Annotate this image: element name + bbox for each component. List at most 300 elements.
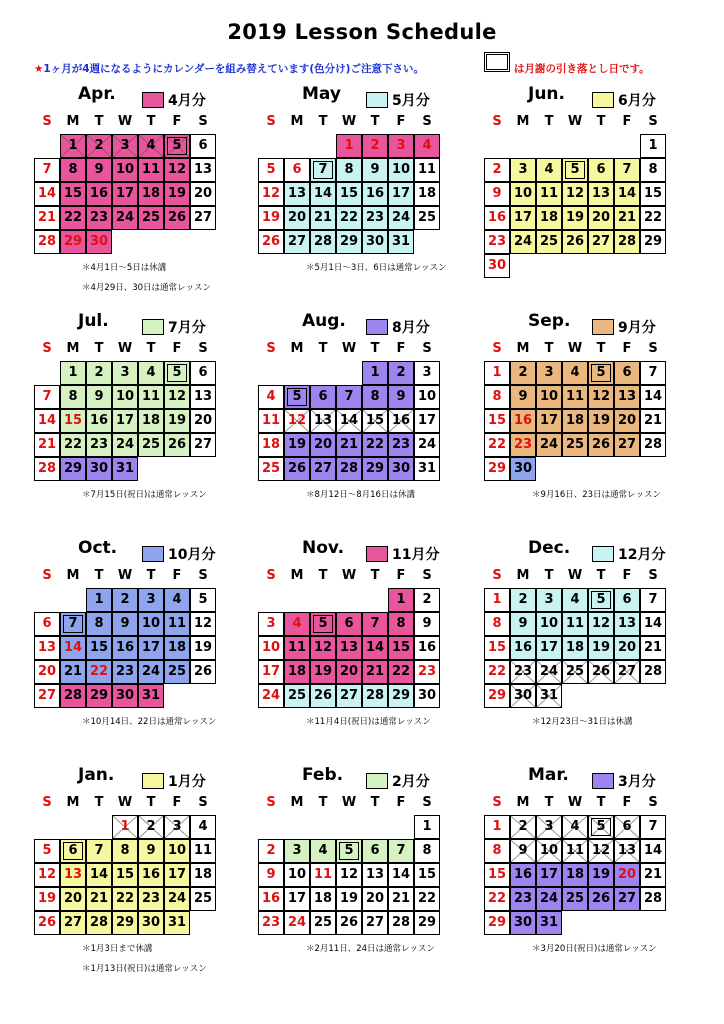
day-cell: 27 [614,433,640,457]
day-cell: 8 [388,612,414,636]
day-cell: 9 [388,385,414,409]
day-cell: 20 [614,863,640,887]
day-cell: 7 [362,612,388,636]
weekday-header: S [42,568,52,583]
weekday-header: M [290,114,304,129]
day-cell: 21 [34,206,60,230]
day-cell: 4 [310,839,336,863]
day-cell: 20 [284,206,310,230]
payment-day-cell: 5 [336,839,362,863]
day-cell: 6 [190,361,216,385]
day-cell: 2 [414,588,440,612]
day-cell: 4 [414,134,440,158]
weekday-header: S [198,341,208,356]
day-cell: 31 [112,457,138,481]
weekday-header: W [567,795,583,810]
day-cell: 10 [112,385,138,409]
weekday-header: W [567,568,583,583]
day-cell: 27 [336,684,362,708]
payment-day-cell: 5 [588,588,614,612]
month-name: Feb. [302,765,344,785]
day-cell: 11 [164,612,190,636]
day-cell: 21 [86,887,112,911]
weekday-header: S [422,114,432,129]
day-cell: 26 [258,230,284,254]
payment-day-legend-text: は月謝の引き落とし日です。 [514,63,650,75]
day-cell: 3 [164,815,190,839]
day-cell: 19 [588,636,614,660]
weekday-header: F [622,341,632,356]
weekday-header: S [42,114,52,129]
day-cell: 13 [336,636,362,660]
day-cell: 8 [60,385,86,409]
billing-color-swatch [592,773,614,789]
day-cell: 24 [536,660,562,684]
day-cell: 3 [284,839,310,863]
day-cell: 9 [510,839,536,863]
month-name: Sep. [528,311,571,331]
payment-day-cell: 5 [164,134,190,158]
billing-color-swatch [142,773,164,789]
weekday-header: S [492,114,502,129]
weekday-header: T [544,795,554,810]
day-cell: 26 [284,457,310,481]
day-cell: 17 [536,636,562,660]
weekday-header: M [290,341,304,356]
day-cell: 3 [258,612,284,636]
day-cell: 10 [138,612,164,636]
weekday-header: S [492,341,502,356]
day-cell: 19 [164,409,190,433]
day-cell: 17 [138,636,164,660]
weekday-header: T [146,568,156,583]
day-cell: 2 [388,361,414,385]
month-note: ＊2月11日、24日は通常レッスン [306,944,435,954]
day-cell: 19 [562,206,588,230]
billing-label: 8月分 [392,320,430,336]
day-cell: 29 [86,684,112,708]
day-cell: 23 [388,433,414,457]
day-cell: 11 [562,385,588,409]
day-cell: 29 [60,230,86,254]
day-cell: 19 [588,863,614,887]
billing-color-swatch [366,773,388,789]
day-cell: 1 [336,134,362,158]
day-cell: 22 [388,660,414,684]
day-cell: 12 [164,158,190,182]
weekday-header: S [422,568,432,583]
day-cell: 23 [510,433,536,457]
day-cell: 24 [258,684,284,708]
day-cell: 25 [138,206,164,230]
day-cell: 23 [484,230,510,254]
day-cell: 20 [614,409,640,433]
day-cell: 18 [414,182,440,206]
day-cell: 5 [190,588,216,612]
day-cell: 1 [112,815,138,839]
day-cell: 23 [362,206,388,230]
day-cell: 10 [414,385,440,409]
day-cell: 18 [258,433,284,457]
payment-day-cell: 5 [164,361,190,385]
payment-day-cell: 5 [588,815,614,839]
weekday-header: M [290,568,304,583]
month-feb [258,765,448,959]
day-cell: 17 [164,863,190,887]
weekday-header: T [146,795,156,810]
weekday-header: T [94,568,104,583]
weekday-header: F [172,341,182,356]
day-cell: 1 [60,134,86,158]
day-cell: 18 [562,863,588,887]
day-cell: 28 [640,433,666,457]
day-cell: 30 [510,911,536,935]
day-cell: 2 [484,158,510,182]
day-cell: 21 [34,433,60,457]
day-cell: 30 [510,684,536,708]
day-cell: 15 [484,409,510,433]
day-cell: 18 [562,636,588,660]
day-cell: 17 [112,182,138,206]
day-cell: 30 [86,230,112,254]
day-cell: 10 [536,612,562,636]
weekday-header: M [516,114,530,129]
month-note: ＊8月12日～8月16日は休講 [306,490,415,500]
weekday-header: W [117,795,133,810]
day-cell: 21 [310,206,336,230]
day-cell: 5 [258,158,284,182]
payment-day-cell: 7 [60,612,86,636]
day-cell: 13 [310,409,336,433]
month-note: ＊12月23日～31日は休講 [532,717,633,727]
day-cell: 23 [86,433,112,457]
day-cell: 2 [86,361,112,385]
day-cell: 16 [388,409,414,433]
day-cell: 25 [310,911,336,935]
day-cell: 1 [86,588,112,612]
day-cell: 30 [484,254,510,278]
month-note: ＊7月15日(祝日)は通常レッスン [82,490,207,500]
day-cell: 6 [336,612,362,636]
day-cell: 23 [112,660,138,684]
day-cell: 30 [86,457,112,481]
day-cell: 22 [60,433,86,457]
day-cell: 15 [112,863,138,887]
day-cell: 7 [640,588,666,612]
weekday-header: S [42,795,52,810]
day-cell: 28 [60,684,86,708]
day-cell: 16 [362,182,388,206]
day-cell: 16 [510,409,536,433]
weekday-header: W [117,114,133,129]
weekday-header: F [622,795,632,810]
day-cell: 31 [388,230,414,254]
day-cell: 24 [138,660,164,684]
day-cell: 22 [414,887,440,911]
day-cell: 24 [112,206,138,230]
payment-day-cell: 7 [310,158,336,182]
day-cell: 2 [112,588,138,612]
month-note: ＊4月1日～5日は休講 [82,263,167,273]
day-cell: 16 [414,636,440,660]
day-cell: 19 [164,182,190,206]
weekday-header: S [648,568,658,583]
day-cell: 14 [310,182,336,206]
weekday-header: M [66,114,80,129]
day-cell: 8 [484,612,510,636]
day-cell: 1 [362,361,388,385]
day-cell: 22 [484,887,510,911]
day-cell: 4 [138,361,164,385]
month-note: ＊4月29日、30日は通常レッスン [82,283,211,293]
weekday-header: W [341,114,357,129]
day-cell: 20 [190,409,216,433]
weekday-header: W [341,568,357,583]
weekday-header: T [94,341,104,356]
day-cell: 7 [614,158,640,182]
billing-color-swatch [366,319,388,335]
day-cell: 10 [536,385,562,409]
month-name: Oct. [78,538,118,558]
day-cell: 2 [510,588,536,612]
day-cell: 23 [86,206,112,230]
day-cell: 20 [34,660,60,684]
month-sep [484,311,674,505]
day-cell: 7 [34,385,60,409]
weekday-header: M [66,341,80,356]
day-cell: 15 [86,636,112,660]
day-cell: 12 [310,636,336,660]
day-cell: 19 [34,887,60,911]
month-mar [484,765,674,959]
day-cell: 1 [484,815,510,839]
day-cell: 14 [388,863,414,887]
day-cell: 24 [284,911,310,935]
day-cell: 2 [510,815,536,839]
day-cell: 10 [388,158,414,182]
weekday-header: F [172,795,182,810]
weekday-header: T [370,568,380,583]
day-cell: 17 [414,409,440,433]
day-cell: 22 [336,206,362,230]
weekday-header: W [341,341,357,356]
day-cell: 26 [562,230,588,254]
day-cell: 14 [362,636,388,660]
weekday-header: S [198,568,208,583]
day-cell: 16 [484,206,510,230]
weekday-header: T [544,114,554,129]
day-cell: 18 [164,636,190,660]
day-cell: 23 [258,911,284,935]
weekday-header: T [318,795,328,810]
month-jun [484,84,674,282]
weekday-header: T [596,114,606,129]
day-cell: 8 [362,385,388,409]
payment-day-cell: 5 [588,361,614,385]
day-cell: 2 [258,839,284,863]
day-cell: 20 [310,433,336,457]
weekday-header: S [648,341,658,356]
weekday-header: T [544,568,554,583]
weekday-header: S [42,341,52,356]
day-cell: 12 [588,385,614,409]
day-cell: 10 [284,863,310,887]
day-cell: 29 [112,911,138,935]
day-cell: 13 [190,385,216,409]
month-note: ＊10月14日、22日は通常レッスン [82,717,217,727]
day-cell: 4 [190,815,216,839]
month-name: Nov. [302,538,345,558]
day-cell: 20 [588,206,614,230]
day-cell: 12 [588,612,614,636]
weekday-header: T [596,341,606,356]
day-cell: 14 [86,863,112,887]
day-cell: 21 [640,636,666,660]
day-cell: 29 [414,911,440,935]
day-cell: 27 [310,457,336,481]
day-cell: 18 [138,409,164,433]
day-cell: 16 [510,636,536,660]
month-may [258,84,448,278]
day-cell: 6 [588,158,614,182]
day-cell: 7 [86,839,112,863]
day-cell: 3 [536,361,562,385]
day-cell: 23 [510,660,536,684]
day-cell: 31 [138,684,164,708]
day-cell: 28 [388,911,414,935]
month-name: Jan. [78,765,115,785]
day-cell: 26 [336,911,362,935]
day-cell: 24 [536,887,562,911]
day-cell: 21 [640,863,666,887]
day-cell: 1 [484,361,510,385]
month-name: Apr. [78,84,116,104]
day-cell: 31 [536,911,562,935]
day-cell: 3 [112,134,138,158]
day-cell: 16 [86,182,112,206]
day-cell: 27 [190,433,216,457]
day-cell: 31 [536,684,562,708]
billing-color-swatch [142,546,164,562]
day-cell: 7 [640,815,666,839]
day-cell: 20 [336,660,362,684]
page-title: 2019 Lesson Schedule [227,20,497,44]
month-dec [484,538,674,732]
day-cell: 25 [138,433,164,457]
day-cell: 11 [138,385,164,409]
billing-color-swatch [366,92,388,108]
day-cell: 1 [414,815,440,839]
billing-label: 6月分 [618,93,656,109]
day-cell: 19 [310,660,336,684]
day-cell: 8 [112,839,138,863]
day-cell: 6 [284,158,310,182]
payment-day-legend-box [484,52,510,72]
day-cell: 21 [388,887,414,911]
day-cell: 21 [60,660,86,684]
day-cell: 20 [362,887,388,911]
day-cell: 9 [86,158,112,182]
day-cell: 4 [164,588,190,612]
day-cell: 21 [640,409,666,433]
day-cell: 25 [562,433,588,457]
weekday-header: W [567,114,583,129]
weekday-header: F [396,341,406,356]
day-cell: 28 [614,230,640,254]
day-cell: 4 [138,134,164,158]
day-cell: 6 [614,815,640,839]
weekday-header: T [318,341,328,356]
day-cell: 11 [414,158,440,182]
day-cell: 17 [258,660,284,684]
day-cell: 16 [112,636,138,660]
day-cell: 6 [614,361,640,385]
day-cell: 19 [588,409,614,433]
weekday-header: S [492,795,502,810]
day-cell: 28 [640,887,666,911]
day-cell: 26 [34,911,60,935]
day-cell: 9 [414,612,440,636]
day-cell: 29 [484,911,510,935]
day-cell: 30 [388,457,414,481]
day-cell: 30 [138,911,164,935]
day-cell: 11 [562,839,588,863]
billing-color-swatch [366,546,388,562]
day-cell: 10 [536,839,562,863]
weekday-header: T [318,568,328,583]
day-cell: 10 [164,839,190,863]
month-note: ＊1月13日(祝日)は通常レッスン [82,964,207,974]
day-cell: 29 [336,230,362,254]
weekday-header: T [370,114,380,129]
month-note: ＊3月20日(祝日)は通常レッスン [532,944,657,954]
month-jul [34,311,224,505]
day-cell: 9 [510,385,536,409]
month-name: May [302,84,341,104]
weekday-header: M [66,568,80,583]
weekday-header: S [198,795,208,810]
day-cell: 1 [484,588,510,612]
day-cell: 22 [60,206,86,230]
day-cell: 18 [310,887,336,911]
day-cell: 17 [112,409,138,433]
day-cell: 24 [536,433,562,457]
day-cell: 8 [484,839,510,863]
day-cell: 5 [34,839,60,863]
day-cell: 6 [362,839,388,863]
weekday-header: T [318,114,328,129]
day-cell: 11 [562,612,588,636]
day-cell: 8 [60,158,86,182]
day-cell: 26 [588,433,614,457]
day-cell: 28 [336,457,362,481]
month-oct [34,538,224,732]
day-cell: 4 [284,612,310,636]
day-cell: 12 [258,182,284,206]
day-cell: 16 [510,863,536,887]
day-cell: 28 [310,230,336,254]
weekday-header: M [66,795,80,810]
day-cell: 25 [258,457,284,481]
day-cell: 2 [510,361,536,385]
day-cell: 10 [510,182,536,206]
billing-color-swatch [592,92,614,108]
weekday-header: W [117,568,133,583]
day-cell: 7 [388,839,414,863]
day-cell: 1 [60,361,86,385]
billing-label: 5月分 [392,93,430,109]
day-cell: 4 [258,385,284,409]
